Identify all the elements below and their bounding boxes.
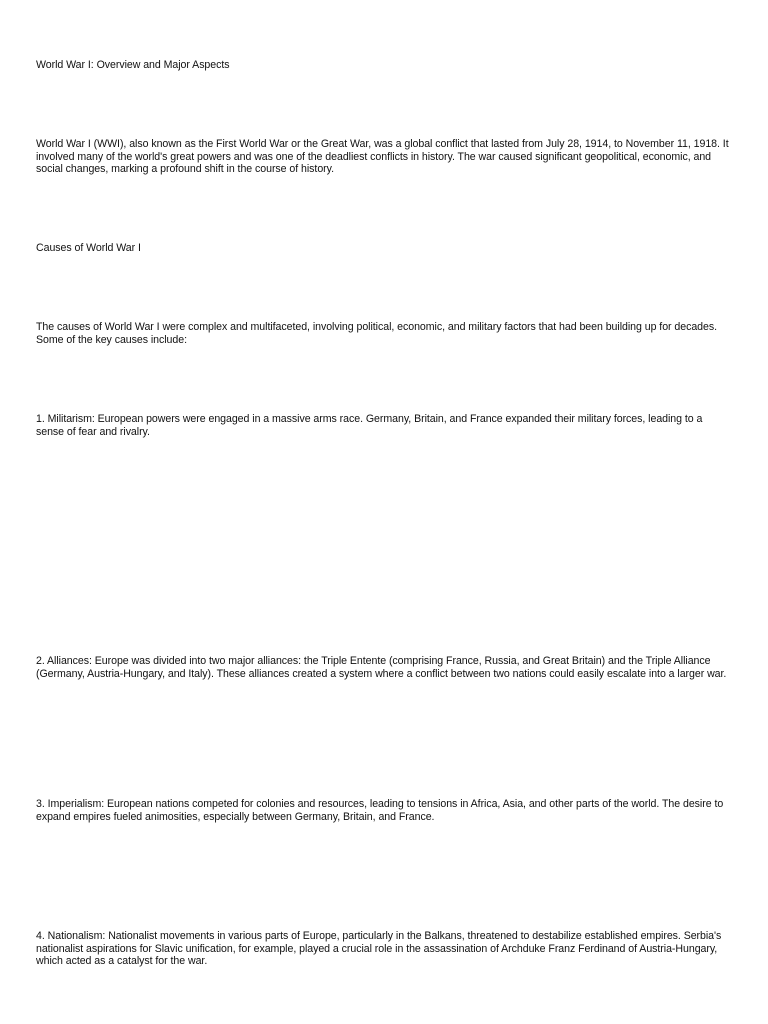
cause-item-imperialism: 3. Imperialism: European nations competed for colonies and resources, leading to tensions in Africa, Asia, and other parts of the world. The desire to expand empires fueled animosities, especially between Germany, Britain, and France. xyxy=(36,798,724,823)
cause-item-militarism: 1. Militarism: European powers were engaged in a massive arms race. Germany, Britain, and France expanded their military forces, leading to a sense of fear and rivalry. xyxy=(36,413,703,438)
cause-item-alliances: 2. Alliances: Europe was divided into two major alliances: the Triple Entente (comprising France, Russia, and Great Britain) and the Triple Alliance (Germany, Austria-Hungary, and Italy). These alliances created a system where a conflict between two nations could easily escalate into a larger war. xyxy=(36,655,727,680)
cause-item-nationalism: 4. Nationalism: Nationalist movements in various parts of Europe, particularly in the Balkans, threatened to destabilize established empires. Serbia's nationalist aspirations for Slavic unification, for example, played a crucial role in the assassination of Archduke Franz Ferdinand of Austria-Hungary, which acted as a catalyst for the war. xyxy=(36,930,722,968)
intro-paragraph: World War I (WWI), also known as the First World War or the Great War, was a global conflict that lasted from July 28, 1914, to November 11, 1918. It involved many of the world's great powers and was one of the deadliest conflicts in history. The war caused significant geopolitical, economic, and social changes, marking a profound shift in the course of history. xyxy=(36,138,729,176)
causes-heading: Causes of World War I xyxy=(36,242,141,254)
causes-intro-paragraph: The causes of World War I were complex and multifaceted, involving political, economic, and military factors that had been building up for decades. Some of the key causes include: xyxy=(36,321,718,346)
document-title: World War I: Overview and Major Aspects xyxy=(36,59,230,71)
